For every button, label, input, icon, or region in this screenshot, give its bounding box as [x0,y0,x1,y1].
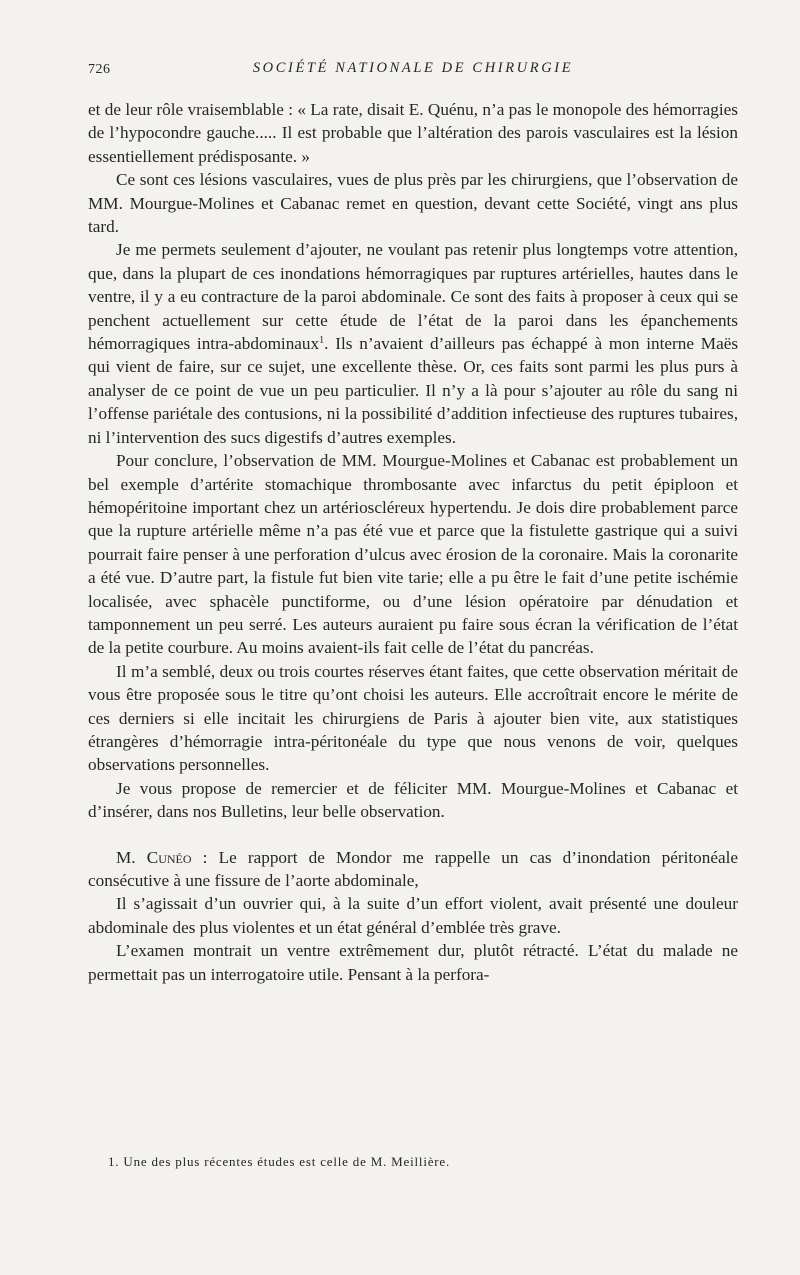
footnote: 1. Une des plus récentes études est celle de M. Meillière. [108,1154,451,1169]
page-number: 726 [88,62,111,77]
footnote-marker: 1 [319,335,325,347]
page-header [88,60,738,84]
paragraph: L’examen montrait un ventre extrêmement dur, plutôt rétracté. L’état du malade ne permettait pas un interrogatoire utile. Pensant à la perfora- [88,941,738,984]
body-text [88,98,738,986]
running-title: SOCIÉTÉ NATIONALE DE CHIRURGIE [252,60,574,76]
paragraph-text: Je me permets seulement d’ajouter, ne voulant pas retenir plus longtemps votre attention, que, dans la plupart de ces inondations hémorragiques par ruptures artérielles, hautes dans le ventre, il y a eu contracture de la paroi abdominale. Ce sont des faits à proposer à ceux qui se penchent actuellement sur cette étude de l’état de la paroi dans les épanchements hémorragiques intra-abdominaux [88,240,738,354]
paragraph: Il s’agissait d’un ouvrier qui, à la suite d’un effort violent, avait présenté une douleur abdominale des plus violentes et un état général d’emblée très grave. [88,894,738,937]
paragraph-text: : Le rapport de Mondor me rappelle un cas d’inondation péritonéale consécutive à une fissure de l’aorte abdominale, [88,847,739,890]
paragraph: et de leur rôle vraisemblable : « La rate, disait E. Quénu, n’a pas le monopole des hémorragies de l’hypocondre gauche..... Il est probable que l’altération des parois vasculaires est la lésion essentiellement prédisposante. » [88,100,738,166]
paragraph: Ce sont ces lésions vasculaires, vues de plus près par les chirurgiens, que l’observation de MM. Mourgue-Molines et Cabanac remet en question, devant cette Société, vingt ans plus tard. [88,170,738,237]
speaker-name: M. Cunéo [116,847,192,867]
paragraph-text: Ils n’avaient d’ailleurs pas échappé à mon interne Maës qui vient de faire, sur ce sujet, une excellente thèse. Or, ces faits sont parmi les plus purs à analyser de ce point de vue un peu particulier. Il n’y a là pour s’ajouter au rôle du sang ni l’offense pariétale des contusions, ni la possibilité d’addition infectieuse des ruptures tubaires, ni l’intervention des sucs digestifs d’autres exemples. [88,334,739,447]
paragraph: Je me permets seulement d’ajouter, ne voulant pas retenir plus longtemps votre attention, que, dans la plupart de ces inondations hémorragiques par ruptures artérielles, hautes dans le ventre, il y a eu contracture de la paroi abdominale. Ce sont des faits à proposer à ceux qui se penchent actuellement sur cette étude de l’état de la paroi dans les épanchements hémorragiques intra-abdominaux$^1$. Ils n’avaient d’ailleurs pas échappé à mon interne Maës qui vient de faire, sur ce sujet, une excellente thèse. Or, ces faits sont parmi les plus purs à analyser de ce point de vue un peu particulier. Il n’y a là pour s’ajouter au rôle du sang ni l’offense pariétale des contusions, ni la possibilité d’addition infectieuse des ruptures tubaires, ni l’intervention des sucs digestifs d’autres exemples. [88,240,739,447]
discussion-paragraph [88,846,738,893]
paragraph: Pour conclure, l’observation de MM. Mourgue-Molines et Cabanac est probablement un bel exemple d’artérite stomachique thrombosante avec infarctus du petit épiploon et hémopéritoine important chez un artérioscléreux hypertendu. Je dois dire probablement parce que la rupture artérielle même n’a pas été vue et parce que la fistulette gastrique qui a suivi pourrait faire penser à une perforation d’ulcus avec érosion de la coronaire. Mais la coronarite a été vue. D’autre part, la fistule fut bien vite tarie; elle a pu être le fait d’une petite ischémie localisée, avec sphacèle punctiforme, ou d’une lésion opératoire par dénudation et tamponnement un peu serré. Les auteurs auraient pu faire sous écran la vérification de l’état de la petite courbure. Au moins avaient-ils fait celle de l’état du pancréas. [88,451,738,658]
paragraph: Je vous propose de remercier et de féliciter MM. Mourgue-Molines et Cabanac et d’insérer, dans nos Bulletins, leur belle observation. [88,778,738,822]
paragraph: Il m’a semblé, deux ou trois courtes réserves étant faites, que cette observation méritait de vous être proposée sous le titre qu’ont choisi les auteurs. Elle accroîtrait encore le mérite de ces derniers si elle incitait les chirurgiens de Paris à ajouter bien vite, aux statistiques étrangères d’hémorragie intra-péritonéale du type que nous venons de voir, quelques observations personnelles. [88,661,738,775]
